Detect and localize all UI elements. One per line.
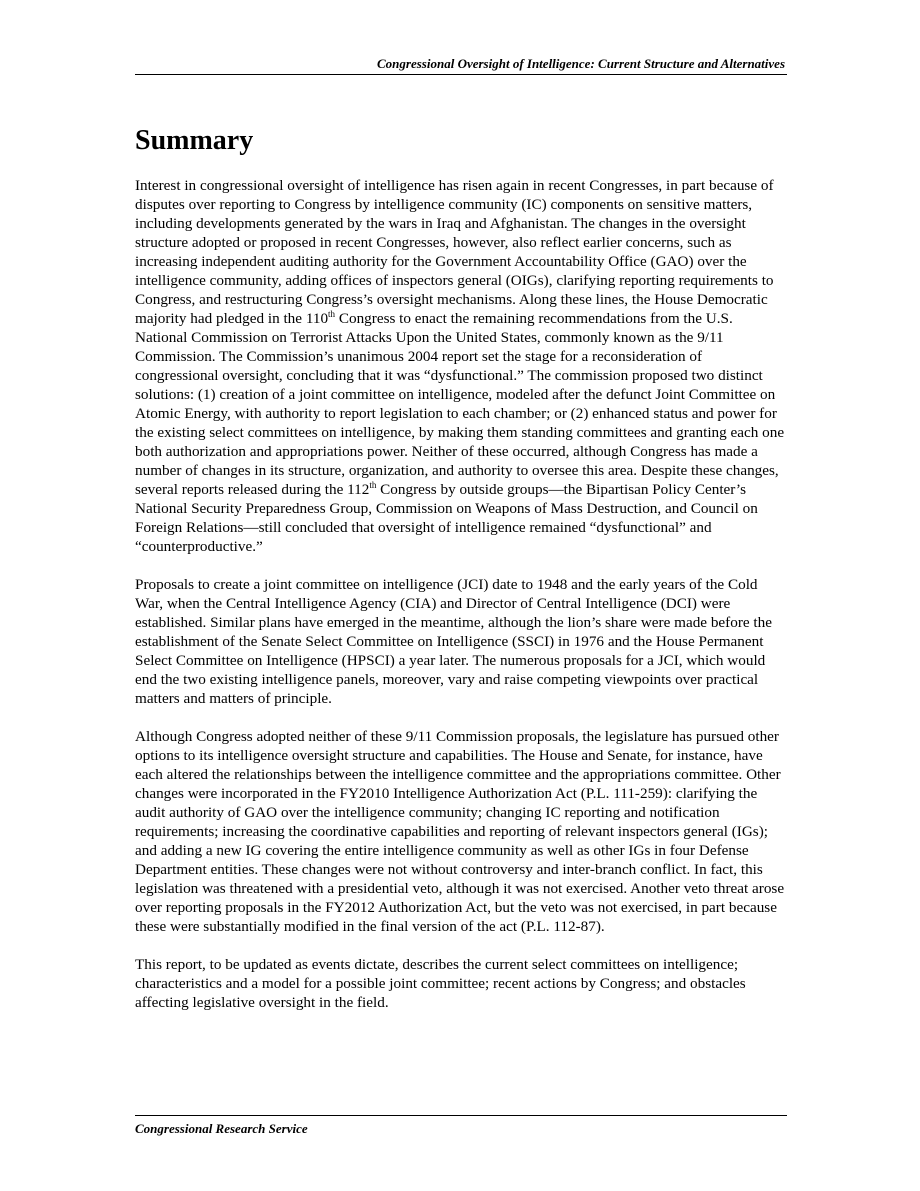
- paragraph-1-text-b: Congress to enact the remaining recommendations from the U.S. National Commission on Terrorist Attacks Upon the United States, commonly known as the 9/11 Commission. The Commission’s unanimous 2004 report set the stage for a reconsideration of congressional oversight, concluding that it was “dysfunctional.” The commission proposed two distinct solutions: (1) creation of a joint committee on intelligence, modeled after the defunct Joint Committee on Atomic Energy, with authority to report legislation to each chamber; or (2) enhanced status and power for the existing select committees on intelligence, by making them standing committees and granting each one both authorization and appropriations power. Neither of these occurred, although Congress has made a number of changes in its structure, organization, and authority to oversee this area. Despite these changes, several reports released during the 112: [135, 310, 785, 498]
- footer-divider: [135, 1115, 787, 1116]
- summary-paragraph-4: This report, to be updated as events dictate, describes the current select committees on intelligence; characteristics and a model for a possible joint committee; recent actions by Congress; and obstacles affecting legislative oversight in the field.: [135, 956, 746, 1011]
- paragraph-1-text-a: Interest in congressional oversight of intelligence has risen again in recent Congresses, in part because of disputes over reporting to Congress by intelligence community (IC) components on sensitive matters, including developments generated by the wars in Iraq and Afghanistan. The changes in the oversight structure adopted or proposed in recent Congresses, however, also reflect earlier concerns, such as increasing independent auditing authority for the Government Accountability Office (GAO) over the intelligence community, adding offices of inspectors general (OIGs), clarifying reporting requirements to Congress, and restructuring Congress’s oversight mechanisms. Along these lines, the House Democratic majority had pledged in the 110: [135, 177, 774, 327]
- summary-paragraph-2: Proposals to create a joint committee on intelligence (JCI) date to 1948 and the early years of the Cold War, when the Central Intelligence Agency (CIA) and Director of Central Intelligence (DCI) were established. Similar plans have emerged in the meantime, although the lion’s share were made before the establishment of the Senate Select Committee on Intelligence (SSCI) in 1976 and the House Permanent Select Committee on Intelligence (HPSCI) a year later. The numerous proposals for a JCI, which would end the two existing intelligence panels, moreover, vary and raise competing viewpoints over practical matters and matters of principle.: [135, 576, 772, 707]
- summary-paragraph-3: Although Congress adopted neither of these 9/11 Commission proposals, the legislature has pursued other options to its intelligence oversight structure and capabilities. The House and Senate, for instance, have each altered the relationships between the intelligence committee and the appropriations committee. Other changes were incorporated in the FY2010 Intelligence Authorization Act (P.L. 111-259): clarifying the audit authority of GAO over the intelligence community; changing IC reporting and notification requirements; increasing the coordinative capabilities and reporting of relevant inspectors general (IGs); and adding a new IG covering the entire intelligence community as well as other IGs in four Defense Department entities. These changes were not without controversy and inter-branch conflict. In fact, this legislation was threatened with a presidential veto, although it was not exercised. Another veto threat arose over reporting proposals in the FY2012 Authorization Act, but the veto was not exercised, in part because these were substantially modified in the final version of the act (P.L. 112-87).: [135, 728, 785, 935]
- summary-body: [135, 176, 787, 1031]
- running-footer: Congressional Research Service: [135, 1121, 308, 1136]
- paragraph-1-text-c: Congress by outside groups—the Bipartisan Policy Center’s National Security Preparedness Group, Commission on Weapons of Mass Destruction, and Council on Foreign Relations—still concluded that oversight of intelligence remained “dysfunctional” and “counterproductive.”: [135, 481, 758, 555]
- ordinal-suffix: th: [328, 309, 336, 319]
- running-header: Congressional Oversight of Intelligence: Current Structure and Alternatives: [377, 56, 785, 71]
- header-divider: [135, 74, 787, 75]
- summary-paragraph-1: [135, 176, 787, 556]
- ordinal-suffix: th: [369, 480, 377, 490]
- page-title: Summary: [135, 125, 254, 156]
